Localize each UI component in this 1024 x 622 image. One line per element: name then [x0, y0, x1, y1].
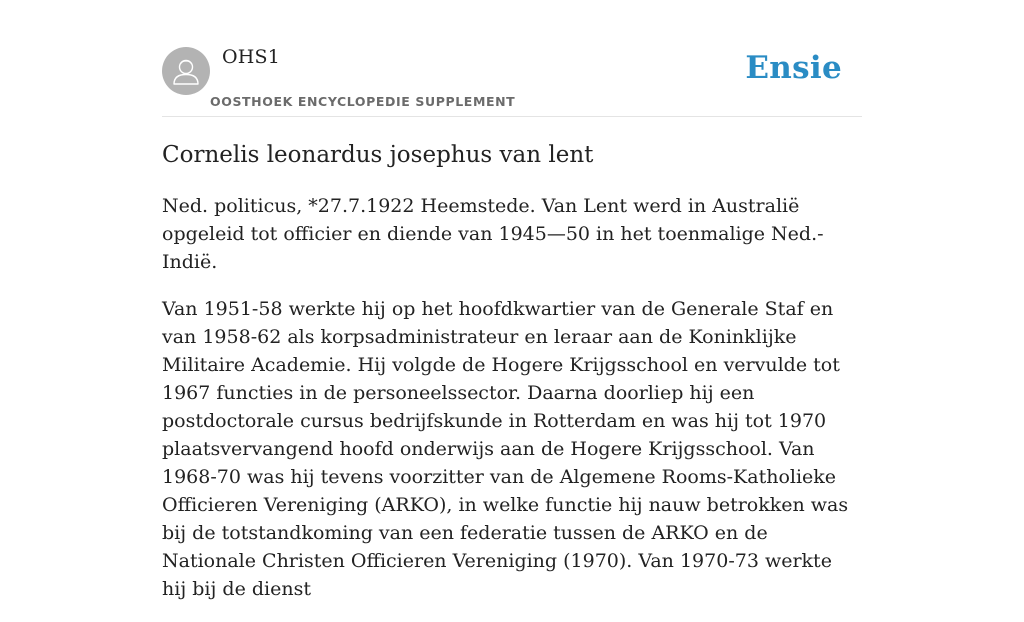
ensie-logo[interactable]: Ensie	[745, 50, 842, 86]
source-avatar[interactable]	[162, 47, 210, 95]
article-paragraph: Van 1951-58 werkte hij op het hoofdkwartier van de Generale Staf en van 1958-62 als korpsadministrateur en leraar aan de Koninklijke Militaire Academie. Hij volgde de Hogere Krijgsschool en vervulde tot 1967 functies in de personeelssector. Daarna doorliep hij een postdoctorale cursus bedrijfskunde in Rotterdam en was hij tot 1970 plaatsvervangend hoofd onderwijs aan de Hogere Krijgsschool. Van 1968-70 was hij tevens voorzitter van de Algemene Rooms-Katholieke Officieren Vereniging (ARKO), in welke functie hij nauw betrokken was bij de totstandkoming van een federatie tussen de ARKO en de Nationale Christen Officieren Vereniging (1970). Van 1970-73 werkte hij bij de dienst	[162, 298, 849, 600]
article-title: Cornelis leonardus josephus van lent	[162, 142, 594, 168]
article-paragraph: Ned. politicus, *27.7.1922 Heemstede. Van Lent werd in Australië opgeleid tot officier en diende van 1945—50 in het toenmalige Ned.-Indië.	[162, 195, 824, 273]
source-subtitle: OOSTHOEK ENCYCLOPEDIE SUPPLEMENT	[210, 94, 516, 109]
page-header	[162, 0, 862, 117]
source-name-link[interactable]: OHS1	[222, 46, 281, 68]
user-placeholder-icon	[162, 47, 210, 95]
article-body	[162, 192, 862, 622]
